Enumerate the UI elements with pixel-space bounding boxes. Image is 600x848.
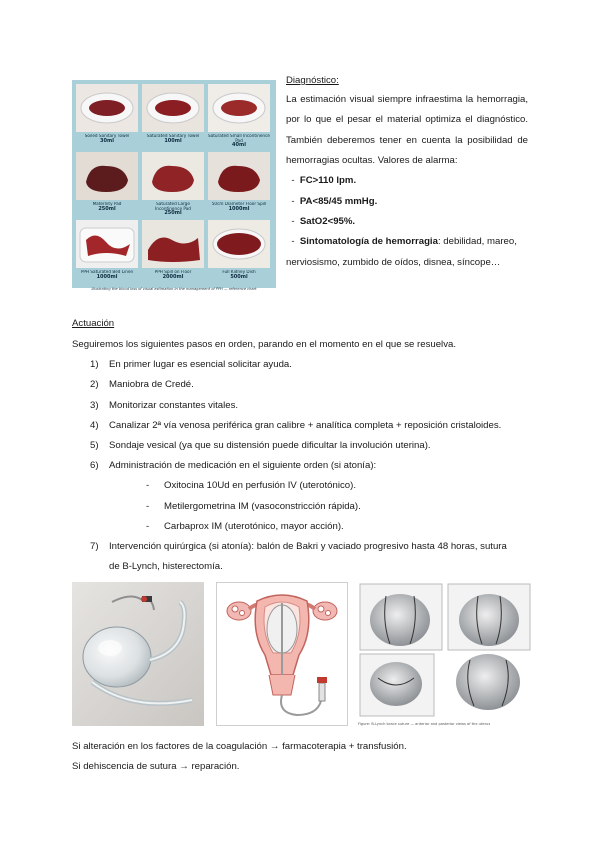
blood-sample-shape — [208, 84, 270, 132]
blood-sample-shape — [208, 152, 270, 200]
b-lynch-illustration — [358, 582, 532, 730]
chart-cell-volume: 100ml — [164, 137, 182, 144]
step-item: 3) Monitorizar constantes vitales. — [90, 399, 239, 411]
chart-cell-caption — [76, 270, 138, 284]
chart-cell-caption — [208, 270, 270, 284]
blood-sample-photo — [142, 84, 204, 132]
medication-item: - Metilergometrina IM (vasoconstricción rápida). — [146, 500, 361, 512]
chart-cell-label: Full Kidney Dish — [222, 270, 256, 274]
blood-sample-shape — [76, 84, 138, 132]
step-item: 5) Sondaje vesical (ya que su distensión puede dificultar la involución uterina). — [90, 440, 431, 452]
uterus-diagram-image — [217, 583, 347, 725]
b-lynch-caption: Figure: B-Lynch brace suture — anterior and posterior views of the uterus — [358, 722, 491, 726]
blood-sample-photo — [142, 220, 204, 268]
blood-loss-chart — [72, 80, 276, 291]
chart-cell-label: Maternity Pad — [92, 202, 122, 206]
dehiscence-note: Si dehiscencia de sutura → reparación. — [72, 761, 240, 773]
chart-cell — [76, 152, 138, 216]
blood-sample-photo — [142, 152, 204, 200]
chart-cell — [208, 152, 270, 216]
step-item: 1) En primer lugar es esencial solicitar ayuda. — [90, 359, 292, 371]
blood-sample-shape — [76, 152, 138, 200]
blood-sample-shape — [208, 220, 270, 268]
chart-cell-volume: 250ml — [98, 205, 116, 212]
blood-sample-photo — [208, 152, 270, 200]
chart-cell-caption — [142, 202, 204, 216]
bakri-balloon-photo — [72, 582, 204, 726]
chart-footer: Illustrating the blood loss of visual estimation in the management of PPH — reference chart — [91, 287, 257, 291]
blood-sample-photo — [76, 152, 138, 200]
medication-item: - Carbaprox IM (uterotónico, mayor acción). — [146, 520, 344, 532]
chart-cell-label: Saturated Small Incontinence Pad — [208, 134, 270, 143]
step-item: 7) Intervención quirúrgica (si atonía): balón de Bakri y vaciado progresivo hasta 48 horas, sutura — [90, 541, 507, 553]
diagnostico-section — [286, 72, 528, 273]
chart-cell-caption — [208, 134, 270, 148]
alarm-bullet: - FC>110 lpm. — [286, 175, 357, 187]
chart-cell-caption — [142, 134, 204, 148]
blood-sample-shape — [142, 84, 204, 132]
chart-cell — [142, 152, 204, 216]
actuacion-title: Actuación — [72, 318, 115, 329]
blood-sample-shape — [142, 220, 204, 268]
chart-cell-volume: 1000ml — [96, 273, 118, 280]
chart-cell-caption — [76, 202, 138, 216]
chart-cell-volume: 40ml — [232, 142, 246, 148]
chart-cell-label: Saturated Sanitary Towel — [146, 134, 200, 138]
chart-cell-label: Saturated Large Incontinence Pad — [155, 202, 191, 211]
chart-cell — [208, 84, 270, 148]
chart-cell-volume: 30ml — [100, 137, 114, 144]
medication-list — [90, 476, 532, 537]
alarm-bullet: - Sintomatología de hemorragia: debilidad, mareo, — [286, 236, 517, 248]
actuacion-intro: Seguiremos los siguientes pasos en orden, parando en el momento en el que se resuelva. — [72, 339, 456, 350]
blood-sample-photo — [76, 220, 138, 268]
bottom-notes — [72, 737, 532, 777]
step-item: 6) Administración de medicación en el siguiente orden (si atonía): — [90, 460, 377, 472]
chart-cell-volume: 500ml — [230, 273, 248, 280]
chart-cell-caption — [142, 270, 204, 284]
blood-sample-shape — [76, 220, 138, 268]
chart-cell-caption — [208, 202, 270, 216]
chart-cell-label: Soiled Sanitary Towel — [84, 134, 130, 138]
medication-item: - Oxitocina 10Ud en perfusión IV (uterotónico). — [146, 480, 356, 492]
blood-sample-shape — [142, 152, 204, 200]
alarm-bullet: - PA<85/45 mmHg. — [286, 195, 378, 207]
chart-cell-label: PPH Saturated Bed Linen — [80, 270, 134, 274]
step-item: 2) Maniobra de Credé. — [90, 379, 194, 391]
chart-cell-volume: 1000ml — [228, 205, 250, 212]
blood-sample-photo — [208, 84, 270, 132]
chart-cell — [208, 220, 270, 284]
b-lynch-image — [358, 582, 532, 722]
coagulation-note: Si alteración en los factores de la coagulación → farmacoterapia + transfusión. — [72, 741, 407, 752]
chart-cell — [76, 220, 138, 284]
chart-cell-label: 50cm Diameter Floor Spill — [211, 202, 267, 206]
steps-list — [72, 355, 532, 577]
blood-sample-photo — [76, 84, 138, 132]
diagnostico-title: Diagnóstico: — [286, 75, 339, 86]
actuacion-section — [72, 314, 532, 577]
step-item: 4) Canalizar 2ª vía venosa periférica gran calibre + analítica completa + reposición cristaloides. — [90, 419, 502, 431]
chart-cell-label: PPH Spill on Floor — [154, 270, 192, 274]
symptoms-continuation: nerviosismo, zumbido de oídos, disnea, síncope… — [286, 256, 501, 268]
chart-cell-caption — [76, 134, 138, 148]
chart-cell-volume: 250ml — [164, 210, 182, 216]
alarm-bullet: - SatO2<95%. — [286, 216, 356, 227]
step-item-continuation: de B-Lynch, histerectomía. — [109, 561, 223, 573]
chart-cell — [142, 220, 204, 284]
chart-cell — [142, 84, 204, 148]
chart-cell — [76, 84, 138, 148]
uterus-balloon-diagram — [216, 582, 348, 726]
diagnostico-text: La estimación visual siempre infraestima la hemorragia, por lo que el pesar el material optimiza el diagnóstico. También deberemos tener en cuenta la posibilidad de hemorragias ocultas. Valores de alarma: — [286, 94, 528, 166]
blood-sample-photo — [208, 220, 270, 268]
bakri-balloon-image — [72, 582, 204, 726]
chart-cell-volume: 2000ml — [162, 273, 184, 280]
